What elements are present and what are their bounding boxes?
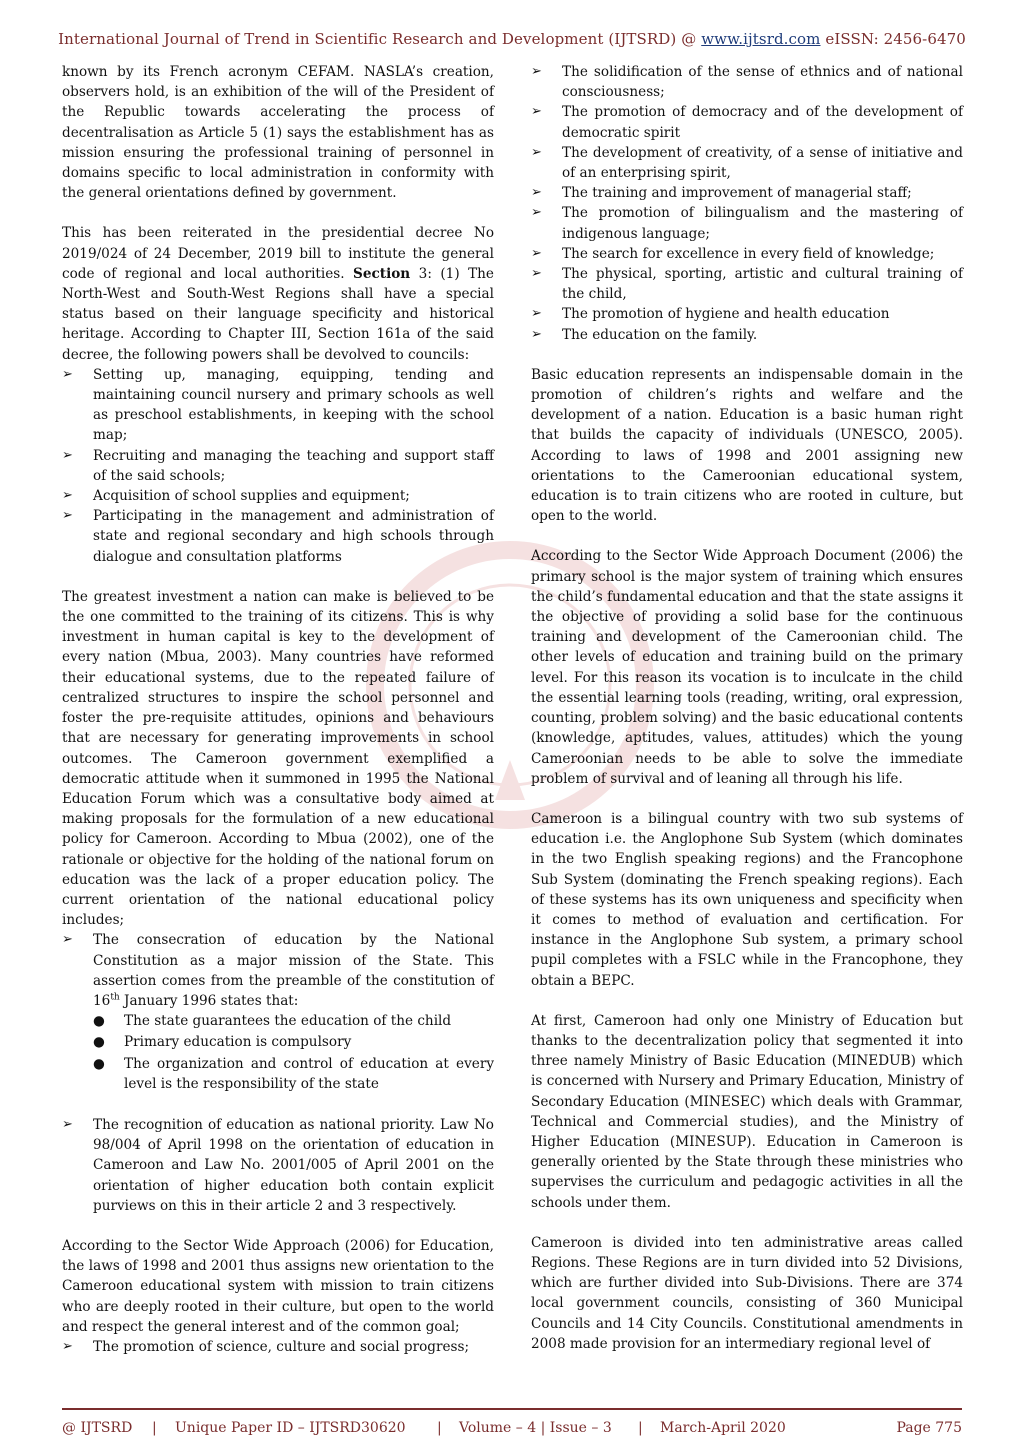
- footer-volume: Volume – 4 | Issue – 3: [459, 1420, 612, 1436]
- bullet-dot-icon: ●: [93, 1013, 105, 1030]
- list-item: ➢ The search for excellence in every field of knowledge;: [531, 244, 963, 264]
- right-column: [531, 62, 963, 1354]
- paragraph-regions: Cameroon is divided into ten administrative areas called Regions. These Regions are in turn divided into 52 Divisions, which are further divided into Sub-Divisions. There are 374 local government councils, consisting of 360 Municipal Councils and 14 City Councils. Constitutional amendments in 2008 made provision for an intermediary regional level of: [531, 1234, 963, 1352]
- footer-org: @ IJTSRD: [62, 1420, 133, 1436]
- journal-url-link[interactable]: www.ijtsrd.com: [701, 30, 821, 48]
- list-item: ➢ Participating in the management and administration of state and regional secondary and high schools through dialogue and consultation platforms: [62, 508, 494, 565]
- arrow-bullet-icon: ➢: [62, 508, 73, 524]
- list-item: ➢ The training and improvement of managerial staff;: [531, 183, 963, 203]
- list-item: ● The state guarantees the education of the child: [93, 1011, 494, 1031]
- powers-list: [62, 365, 494, 567]
- left-column: [62, 62, 494, 1357]
- arrow-bullet-icon: ➢: [62, 1116, 73, 1132]
- arrow-bullet-icon: ➢: [531, 104, 542, 120]
- arrow-bullet-icon: ➢: [531, 185, 542, 201]
- list-item: ➢ Recruiting and managing the teaching and support staff of the said schools;: [62, 447, 494, 484]
- constitution-bullets: [93, 1011, 494, 1094]
- arrow-bullet-icon: ➢: [531, 326, 542, 342]
- list-item: ➢ The promotion of bilingualism and the mastering of indigenous language;: [531, 205, 963, 242]
- list-item: ● Primary education is compulsory: [93, 1032, 494, 1052]
- list-item: ● The organization and control of education at every level is the responsibility of the state: [93, 1055, 494, 1092]
- arrow-bullet-icon: ➢: [531, 245, 542, 261]
- paragraph-decree: This has been reiterated in the presidential decree No 2019/024 of 24 December, 2019 bill to institute the general code of regional and local authorities. Section 3: (1) The North-West and South-West Regions shall have a special status based on their language specificity and historical heritage. According to Chapter III, Section 161a of the said decree, the following powers shall be devolved to councils:: [62, 225, 494, 363]
- arrow-bullet-icon: ➢: [531, 64, 542, 79]
- arrow-bullet-icon: ➢: [531, 306, 542, 322]
- list-item: ➢ Setting up, managing, equipping, tending and maintaining council nursery and primary schools as well as preschool establishments, in keeping with the school map;: [62, 366, 494, 444]
- paragraph-primary-school: According to the Sector Wide Approach Document (2006) the primary school is the major system of training which ensures the child’s fundamental education and that the state assigns it the objective of providing a solid base for the continuous training and development of the Cameroonian child. The other levels of education and training build on the primary level. For this reason its vocation is to inculcate in the child the essential learning tools (reading, writing, oral expression, counting, problem solving) and the basic educational contents (knowledge, aptitudes, values, attitudes) which the young Cameroonian needs to be able to solve the immediate problem of survival and of leaning all through his life.: [531, 548, 963, 787]
- paragraph-investment: The greatest investment a nation can make is believed to be the one committed to the training of its citizens. This is why investment in human capital is key to the development of every nation (Mbua, 2003). Many countries have reformed their educational systems, due to the repeated failure of centralized structures to inspire the school personnel and foster the pre-requisite attitudes, opinions and behaviours that are necessary for generating improvements in school outcomes. The Cameroon government exemplified a democratic attitude when it summoned in 1995 the National Education Forum which was a consultative body aimed at making proposals for the formulation of a new educational policy for Cameroon. According to Mbua (2002), one of the rationale or objective for the holding of the national forum on education was the lack of a proper education policy. The current orientation of the national educational policy includes;: [62, 588, 494, 929]
- arrow-bullet-icon: ➢: [531, 266, 542, 282]
- journal-title: International Journal of Trend in Scientific Research and Development (IJTSRD) @: [58, 30, 702, 48]
- footer-paper-id: Unique Paper ID – IJTSRD30620: [175, 1420, 406, 1436]
- footer-page-number: Page 775: [896, 1420, 962, 1436]
- orientation-list: [62, 930, 494, 1094]
- arrow-bullet-icon: ➢: [62, 447, 73, 463]
- arrow-bullet-icon: ➢: [531, 144, 542, 160]
- mission-list-continued: [531, 62, 963, 345]
- footer-separator: |: [437, 1420, 442, 1436]
- journal-issn: eISSN: 2456-6470: [820, 30, 966, 48]
- section-bold: Section: [353, 265, 411, 282]
- list-item: ➢ The development of creativity, of a sense of initiative and of an enterprising spirit,: [531, 144, 963, 182]
- arrow-bullet-icon: ➢: [62, 932, 73, 948]
- list-item: ➢ The education on the family.: [531, 325, 963, 345]
- arrow-bullet-icon: ➢: [62, 366, 73, 382]
- paragraph-cefam: known by its French acronym CEFAM. NASLA’s creation, observers hold, is an exhibition of the will of the President of the Republic towards accelerating the process of decentralisation as Article 5 (1) says the establishment has as mission ensuring the professional training of personnel in domains specific to local administration in conformity with the general orientations defined by government.: [62, 64, 494, 202]
- list-item: ➢ Acquisition of school supplies and equipment;: [62, 486, 494, 506]
- arrow-bullet-icon: ➢: [531, 205, 542, 221]
- bullet-dot-icon: ●: [93, 1055, 105, 1072]
- recognition-list: [62, 1115, 494, 1216]
- paragraph-basic-education: Basic education represents an indispensable domain in the promotion of children’s rights and welfare and the development of a nation. Education is a basic human right that builds the capacity of individuals (UNESCO, 2005). According to laws of 1998 and 2001 assigning new orientations to the Cameroonian educational system, education is to train citizens who are rooted in culture, but open to the world.: [531, 366, 963, 525]
- arrow-bullet-icon: ➢: [62, 488, 73, 504]
- footer-separator: |: [638, 1420, 643, 1436]
- list-item: ➢ The promotion of democracy and of the development of democratic spirit: [531, 104, 963, 141]
- paragraph-ministries: At first, Cameroon had only one Ministry of Education but thanks to the decentralization policy that segmented it into three namely Ministry of Basic Education (MINEDUB) which is concerned with Nursery and Primary Education, Ministry of Secondary Education (MINESEC) which deals with Grammar, Technical and Commercial studies), and the Ministry of Higher Education (MINESUP). Education in Cameroon is generally oriented by the State through these ministries who supervises the curriculum and pedagogic activities in all the schools under them.: [531, 1012, 963, 1211]
- footer-separator: |: [152, 1420, 157, 1436]
- list-item: ➢ The consecration of education by the National Constitution as a major mission of the State. This assertion comes from the preamble of the constitution of 16th January 1996 states that: ● The state guarantees the education of the child ● Primary education is compulsory ● The organization and control of education at every level is the responsibility of the state: [62, 930, 494, 1094]
- journal-header: [0, 30, 1024, 48]
- paragraph-bilingual: Cameroon is a bilingual country with two sub systems of education i.e. the Anglophone Sub System (which dominates in the two English speaking regions) and the Francophone Sub System (dominating the French speaking regions). Each of these systems has its own uniqueness and specificity when it comes to method of evaluation and certification. For instance in the Anglophone Sub system, a primary school pupil completes with a FSLC while in the Francophone, they obtain a BEPC.: [531, 810, 963, 989]
- footer-date: March-April 2020: [660, 1420, 786, 1436]
- page-footer: [62, 1420, 962, 1442]
- paragraph-swap: According to the Sector Wide Approach (2006) for Education, the laws of 1998 and 2001 thus assigns new orientation to the Cameroon educational system with mission to train citizens who are deeply rooted in their culture, but open to the world and respect the general interest and of the common goal;: [62, 1237, 494, 1335]
- list-item: ➢ The physical, sporting, artistic and cultural training of the child,: [531, 266, 963, 303]
- bullet-dot-icon: ●: [93, 1034, 105, 1051]
- footer-divider: [62, 1408, 962, 1410]
- mission-list-start: [62, 1337, 494, 1357]
- list-item: ➢ The promotion of hygiene and health education: [531, 304, 963, 324]
- list-item: ➢ The solidification of the sense of ethnics and of national consciousness;: [531, 64, 963, 101]
- list-item: ➢ The promotion of science, culture and social progress;: [62, 1337, 494, 1357]
- list-item: ➢ The recognition of education as national priority. Law No 98/004 of April 1998 on the orientation of education in Cameroon and Law No. 2001/005 of April 2001 on the orientation of higher education both contain explicit purviews on this in their article 2 and 3 respectively.: [62, 1116, 494, 1214]
- arrow-bullet-icon: ➢: [62, 1338, 73, 1354]
